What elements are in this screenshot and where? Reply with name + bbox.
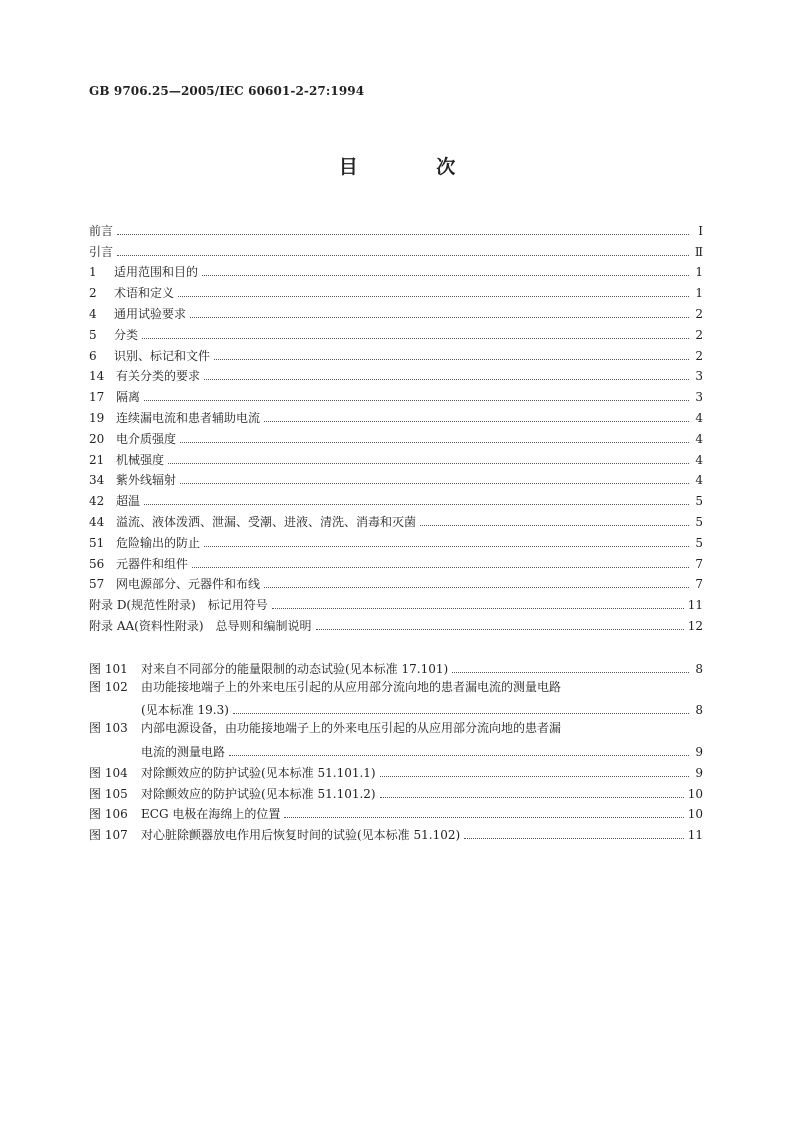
toc-entry-number: 17 — [89, 390, 105, 405]
toc-entry-number: 42 — [89, 494, 105, 509]
toc-page-number: 4 — [695, 473, 703, 488]
toc-entry-text — [89, 307, 186, 321]
toc-entry-text — [89, 328, 138, 342]
toc-entry[interactable] — [89, 591, 703, 612]
figure-entry-text — [89, 787, 376, 801]
figure-title: (见本标准 19.3) — [141, 703, 229, 718]
toc-entry-text — [89, 453, 164, 467]
dot-leader — [190, 317, 689, 318]
figure-title: 对除颤效应的防护试验(见本标准 51.101.2) — [141, 786, 376, 801]
dot-leader — [264, 587, 689, 588]
toc-page-number: 3 — [695, 369, 703, 384]
dot-leader — [380, 776, 689, 777]
toc-entry-number: 20 — [89, 431, 105, 446]
toc-entry-title: 电介质强度 — [116, 431, 177, 446]
figure-page-number: 10 — [687, 807, 703, 822]
toc-entry-number: 2 — [89, 286, 97, 301]
figure-entry-line[interactable] — [89, 676, 703, 697]
toc-entry-title: 危险输出的防止 — [116, 535, 201, 550]
toc-entry-number: 19 — [89, 410, 105, 425]
toc-entry-text — [89, 286, 174, 300]
toc-entry-text — [89, 494, 140, 508]
toc-entry[interactable] — [89, 259, 703, 280]
dot-leader — [144, 400, 689, 401]
toc-entry[interactable] — [89, 363, 703, 384]
toc-entry-title: 超温 — [116, 494, 141, 509]
figure-entry[interactable] — [89, 655, 703, 676]
toc-entry-title: 术语和定义 — [114, 286, 175, 301]
toc-entry-number: 6 — [89, 348, 97, 363]
dot-leader — [233, 713, 689, 714]
toc-page-number: 7 — [695, 577, 703, 592]
figure-entry-text — [89, 766, 376, 780]
figure-label: 图 105 — [89, 786, 128, 801]
figure-entry[interactable] — [89, 759, 703, 780]
figure-entry-text — [89, 745, 225, 759]
toc-entry[interactable] — [89, 487, 703, 508]
figure-entry[interactable] — [89, 697, 703, 718]
toc-page-number: 5 — [695, 514, 703, 529]
toc-entry-number: 5 — [89, 327, 97, 342]
toc-entry-text — [89, 245, 113, 259]
toc-entry[interactable] — [89, 508, 703, 529]
toc-entry-title: 引言 — [89, 244, 114, 259]
toc-page-number: Ⅱ — [694, 244, 703, 259]
toc-list — [89, 217, 703, 633]
toc-page-number: 11 — [687, 598, 703, 613]
toc-entry-number: 14 — [89, 369, 105, 384]
toc-entry-text — [89, 224, 113, 238]
dot-leader — [202, 275, 689, 276]
toc-entry[interactable] — [89, 300, 703, 321]
toc-entry[interactable] — [89, 467, 703, 488]
dot-leader — [142, 338, 689, 339]
toc-entry-text — [89, 577, 260, 591]
figure-list — [89, 655, 703, 842]
figure-title: 由功能接地端子上的外来电压引起的从应用部分流向地的患者漏电流的测量电路 — [141, 679, 562, 694]
dot-leader — [464, 838, 684, 839]
toc-entry-title: 通用试验要求 — [114, 306, 187, 321]
figure-label: 图 106 — [89, 807, 128, 822]
dot-leader — [178, 296, 689, 297]
toc-page-number: 2 — [695, 327, 703, 342]
toc-entry[interactable] — [89, 571, 703, 592]
page-title: 目 次 — [338, 156, 492, 178]
toc-page-number: 12 — [687, 618, 703, 633]
dot-leader — [380, 797, 684, 798]
toc-entry[interactable] — [89, 529, 703, 550]
toc-entry[interactable] — [89, 404, 703, 425]
toc-entry[interactable] — [89, 238, 703, 259]
toc-page-number: 1 — [695, 265, 703, 280]
toc-entry-number: 34 — [89, 473, 105, 488]
toc-page-number: 3 — [695, 390, 703, 405]
toc-entry-title: 前言 — [89, 223, 114, 238]
toc-page-number: 7 — [695, 556, 703, 571]
figure-entry[interactable] — [89, 780, 703, 801]
toc-entry-number: 21 — [89, 452, 105, 467]
dot-leader — [420, 525, 689, 526]
toc-entry-number: 1 — [89, 265, 97, 280]
figure-page-number: 8 — [695, 703, 703, 718]
toc-entry-title: 适用范围和目的 — [114, 265, 199, 280]
figure-entry[interactable] — [89, 821, 703, 842]
figure-label: 图 101 — [89, 661, 128, 676]
figure-page-number: 8 — [695, 661, 703, 676]
dot-leader — [192, 567, 689, 568]
toc-page-number: 4 — [695, 410, 703, 425]
toc-entry[interactable] — [89, 425, 703, 446]
toc-entry-text — [89, 473, 176, 487]
figure-title: 对心脏除颤器放电作用后恢复时间的试验(见本标准 51.102) — [141, 828, 461, 843]
toc-entry-number: 56 — [89, 556, 105, 571]
figure-entry-text — [89, 807, 280, 821]
toc-entry-title: 隔离 — [116, 390, 141, 405]
figure-entry[interactable] — [89, 738, 703, 759]
toc-entry-title: 附录 D(规范性附录) 标记用符号 — [89, 598, 268, 613]
dot-leader — [180, 483, 689, 484]
figure-entry-text — [89, 828, 460, 842]
toc-entry-text — [89, 390, 140, 404]
toc-entry-text — [89, 411, 260, 425]
toc-entry-number: 44 — [89, 514, 105, 529]
toc-entry-title: 元器件和组件 — [116, 556, 189, 571]
dot-leader — [204, 379, 689, 380]
document-header: GB 9706.25—2005/IEC 60601-2-27:1994 — [89, 84, 365, 98]
dot-leader — [180, 442, 689, 443]
figure-title: 内部电源设备，由功能接地端子上的外来电压引起的从应用部分流向地的患者漏 — [141, 721, 562, 736]
toc-entry[interactable] — [89, 321, 703, 342]
toc-entry-title: 分类 — [114, 327, 139, 342]
toc-entry-text — [89, 432, 176, 446]
dot-leader — [316, 629, 684, 630]
toc-entry-title: 有关分类的要求 — [116, 369, 201, 384]
toc-entry-text — [89, 369, 200, 383]
toc-entry[interactable] — [89, 383, 703, 404]
dot-leader — [168, 463, 689, 464]
toc-entry[interactable] — [89, 550, 703, 571]
toc-entry-text — [89, 598, 268, 612]
dot-leader — [117, 255, 689, 256]
dot-leader — [229, 755, 689, 756]
figure-title: 对来自不同部分的能量限制的动态试验(见本标准 17.101) — [141, 661, 449, 676]
dot-leader — [264, 421, 689, 422]
figure-title: 对除颤效应的防护试验(见本标准 51.101.1) — [141, 765, 376, 780]
toc-page-number: 5 — [695, 494, 703, 509]
figure-entry-text — [89, 703, 229, 717]
toc-page-number: 4 — [695, 431, 703, 446]
toc-entry-text — [89, 619, 312, 633]
figure-entry[interactable] — [89, 801, 703, 822]
toc-page-number: 1 — [695, 286, 703, 301]
figure-entry-text — [89, 662, 448, 676]
figure-label: 图 104 — [89, 765, 128, 780]
toc-entry[interactable] — [89, 279, 703, 300]
figure-title: ECG 电极在海绵上的位置 — [141, 807, 281, 822]
figure-label: 图 107 — [89, 828, 128, 843]
dot-leader — [272, 608, 684, 609]
toc-entry-text — [89, 536, 200, 550]
figure-entry-line[interactable] — [89, 717, 703, 738]
toc-entry-title: 连续漏电流和患者辅助电流 — [116, 410, 261, 425]
toc-entry-title: 紫外线辐射 — [116, 473, 177, 488]
toc-entry-title: 附录 AA(资料性附录) 总导则和编制说明 — [89, 618, 312, 633]
dot-leader — [117, 234, 689, 235]
figure-page-number: 11 — [687, 828, 703, 843]
toc-entry[interactable] — [89, 217, 703, 238]
figure-label: 图 102 — [89, 679, 128, 694]
figure-label: 图 103 — [89, 721, 128, 736]
figure-title: 电流的测量电路 — [141, 744, 226, 759]
toc-page-number: 4 — [695, 452, 703, 467]
toc-entry[interactable] — [89, 342, 703, 363]
toc-entry[interactable] — [89, 446, 703, 467]
toc-entry-number: 57 — [89, 577, 105, 592]
toc-page-number: Ⅰ — [698, 223, 703, 238]
toc-entry-text — [89, 515, 416, 529]
dot-leader — [214, 359, 689, 360]
dot-leader — [144, 504, 689, 505]
toc-page-number: 5 — [695, 535, 703, 550]
dot-leader — [204, 546, 689, 547]
dot-leader — [284, 817, 683, 818]
toc-entry-text — [89, 349, 210, 363]
dot-leader — [452, 672, 689, 673]
toc-page-number: 2 — [695, 306, 703, 321]
figure-page-number: 9 — [695, 765, 703, 780]
toc-entry-number: 51 — [89, 535, 105, 550]
toc-entry-title: 溢流、液体泼洒、泄漏、受潮、进液、清洗、消毒和灭菌 — [116, 514, 417, 529]
figure-page-number: 9 — [695, 744, 703, 759]
toc-entry-title: 网电源部分、元器件和布线 — [116, 577, 261, 592]
figure-page-number: 10 — [687, 786, 703, 801]
toc-entry-number: 4 — [89, 306, 97, 321]
toc-page-number: 2 — [695, 348, 703, 363]
toc-entry-text — [89, 265, 198, 279]
toc-entry-text — [89, 557, 188, 571]
toc-entry-title: 机械强度 — [116, 452, 165, 467]
toc-entry[interactable] — [89, 612, 703, 633]
toc-entry-title: 识别、标记和文件 — [114, 348, 211, 363]
